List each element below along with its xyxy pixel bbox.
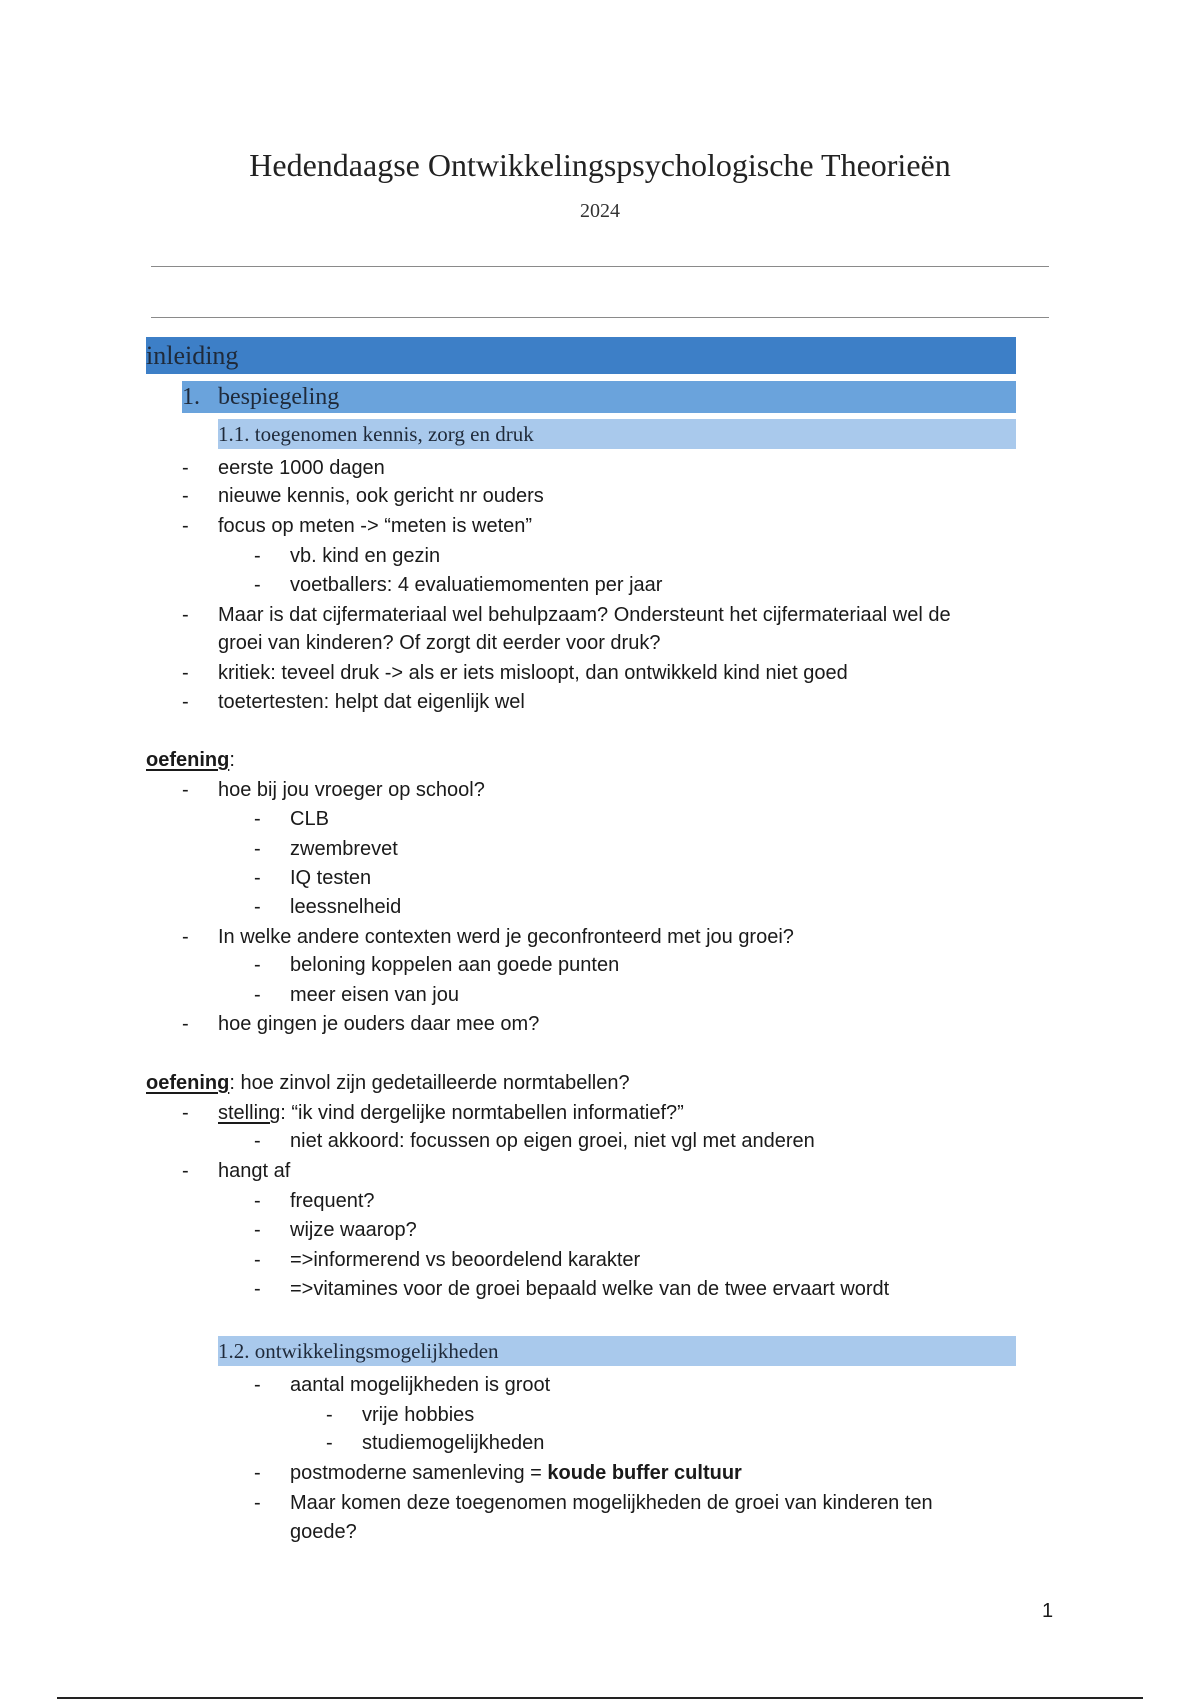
- bullet-dash: -: [254, 867, 261, 889]
- heading-level3-possibilities-text: 1.2. ontwikkelingsmogelijkheden: [218, 1339, 499, 1363]
- list-item: zwembrevet: [290, 838, 398, 860]
- bullet-dash: -: [254, 1374, 261, 1396]
- list-item: studiemogelijkheden: [362, 1432, 545, 1454]
- list-item: =>informerend vs beoordelend karakter: [290, 1249, 641, 1271]
- list-item: nieuwe kennis, ook gericht nr ouders: [218, 485, 544, 507]
- document-title: Hedendaagse Ontwikkelingspsychologische Theorieën: [249, 147, 951, 183]
- bullet-dash: -: [326, 1404, 333, 1426]
- list-item: focus op meten -> “meten is weten”: [218, 515, 533, 537]
- list-item-continuation: groei van kinderen? Of zorgt dit eerder voor druk?: [218, 632, 661, 654]
- bullet-dash: -: [254, 1249, 261, 1271]
- list-item: niet akkoord: focussen op eigen groei, niet vgl met anderen: [290, 1130, 815, 1152]
- list-item-continuation: goede?: [290, 1521, 357, 1543]
- divider-line-2: [151, 317, 1049, 318]
- list-item: leessnelheid: [290, 896, 402, 918]
- list-item: =>vitamines voor de groei bepaald welke van de twee ervaart wordt: [290, 1278, 890, 1300]
- exercise-label: [146, 748, 235, 772]
- list-item: aantal mogelijkheden is groot: [290, 1374, 551, 1396]
- culture-bold: koude buffer cultuur: [547, 1462, 742, 1484]
- list-item: hoe gingen je ouders daar mee om?: [218, 1013, 540, 1035]
- bullet-dash: -: [254, 574, 261, 596]
- bullet-dash: -: [254, 896, 261, 918]
- bullet-dash: -: [182, 1013, 189, 1035]
- list-item: kritiek: teveel druk -> als er iets misloopt, dan ontwikkeld kind niet goed: [218, 662, 848, 684]
- page-number: 1: [1042, 1600, 1054, 1622]
- bullet-dash: -: [182, 1160, 189, 1182]
- bullet-dash: -: [254, 954, 261, 976]
- bullet-dash: -: [182, 515, 189, 537]
- heading-level1: [146, 337, 1016, 374]
- list-item: In welke andere contexten werd je geconfronteerd met jou groei?: [218, 926, 794, 948]
- footer-line: [57, 1697, 1143, 1699]
- list-item: Maar is dat cijfermateriaal wel behulpzaam? Ondersteunt het cijfermateriaal wel de: [218, 604, 951, 626]
- culture-prefix: postmoderne samenleving =: [290, 1462, 548, 1484]
- list-item: eerste 1000 dagen: [218, 457, 385, 479]
- list-item: CLB: [290, 808, 329, 830]
- list-item: wijze waarop?: [290, 1219, 417, 1241]
- heading-level2-number: 1.: [182, 384, 200, 410]
- bullet-dash: -: [254, 984, 261, 1006]
- document-year: 2024: [580, 200, 620, 222]
- heading-level3-knowledge: [218, 419, 1016, 449]
- bullet-dash: -: [254, 1278, 261, 1300]
- heading-level2-text: bespiegeling: [218, 384, 340, 410]
- heading-level3-knowledge-text: 1.1. toegenomen kennis, zorg en druk: [218, 422, 534, 446]
- exercise-label-suffix: :: [229, 749, 235, 771]
- bullet-dash: -: [254, 1219, 261, 1241]
- bullet-dash: -: [254, 838, 261, 860]
- exercise-label-suffix: : hoe zinvol zijn gedetailleerde normtabellen?: [229, 1072, 630, 1094]
- list-item: vb. kind en gezin: [290, 545, 441, 567]
- bullet-dash: -: [182, 604, 189, 626]
- bullet-dash: -: [254, 545, 261, 567]
- exercise-label: [146, 1071, 630, 1095]
- list-item: beloning koppelen aan goede punten: [290, 954, 620, 976]
- stelling-label: stelling: [218, 1102, 281, 1124]
- divider-line-1: [151, 266, 1049, 267]
- bullet-dash: -: [254, 1462, 261, 1484]
- bullet-dash: -: [326, 1432, 333, 1454]
- list-item-stelling: [218, 1101, 684, 1125]
- bullet-dash: -: [182, 691, 189, 713]
- list-item: meer eisen van jou: [290, 984, 459, 1006]
- list-item-culture: [290, 1461, 742, 1485]
- bullet-dash: -: [254, 1190, 261, 1212]
- bullet-dash: -: [182, 485, 189, 507]
- exercise-label-bold: oefening: [146, 749, 230, 771]
- list-item: frequent?: [290, 1190, 375, 1212]
- heading-level2: [182, 381, 1016, 413]
- bullet-dash: -: [254, 1130, 261, 1152]
- heading-level1-text: inleiding: [146, 341, 239, 370]
- bullet-dash: -: [254, 808, 261, 830]
- exercise-label-bold: oefening: [146, 1072, 230, 1094]
- bullet-dash: -: [182, 662, 189, 684]
- list-item: vrije hobbies: [362, 1404, 475, 1426]
- stelling-text: : “ik vind dergelijke normtabellen informatief?”: [280, 1102, 684, 1124]
- bullet-dash: -: [254, 1492, 261, 1514]
- bullet-dash: -: [182, 926, 189, 948]
- list-item: IQ testen: [290, 867, 372, 889]
- list-item: Maar komen deze toegenomen mogelijkheden de groei van kinderen ten: [290, 1492, 933, 1514]
- bullet-dash: -: [182, 779, 189, 801]
- heading-level3-possibilities: [218, 1336, 1016, 1366]
- list-item: hoe bij jou vroeger op school?: [218, 779, 485, 801]
- list-item: voetballers: 4 evaluatiemomenten per jaar: [290, 574, 663, 596]
- list-item: toetertesten: helpt dat eigenlijk wel: [218, 691, 525, 713]
- bullet-dash: -: [182, 1102, 189, 1124]
- list-item: hangt af: [218, 1160, 291, 1182]
- bullet-dash: -: [182, 457, 189, 479]
